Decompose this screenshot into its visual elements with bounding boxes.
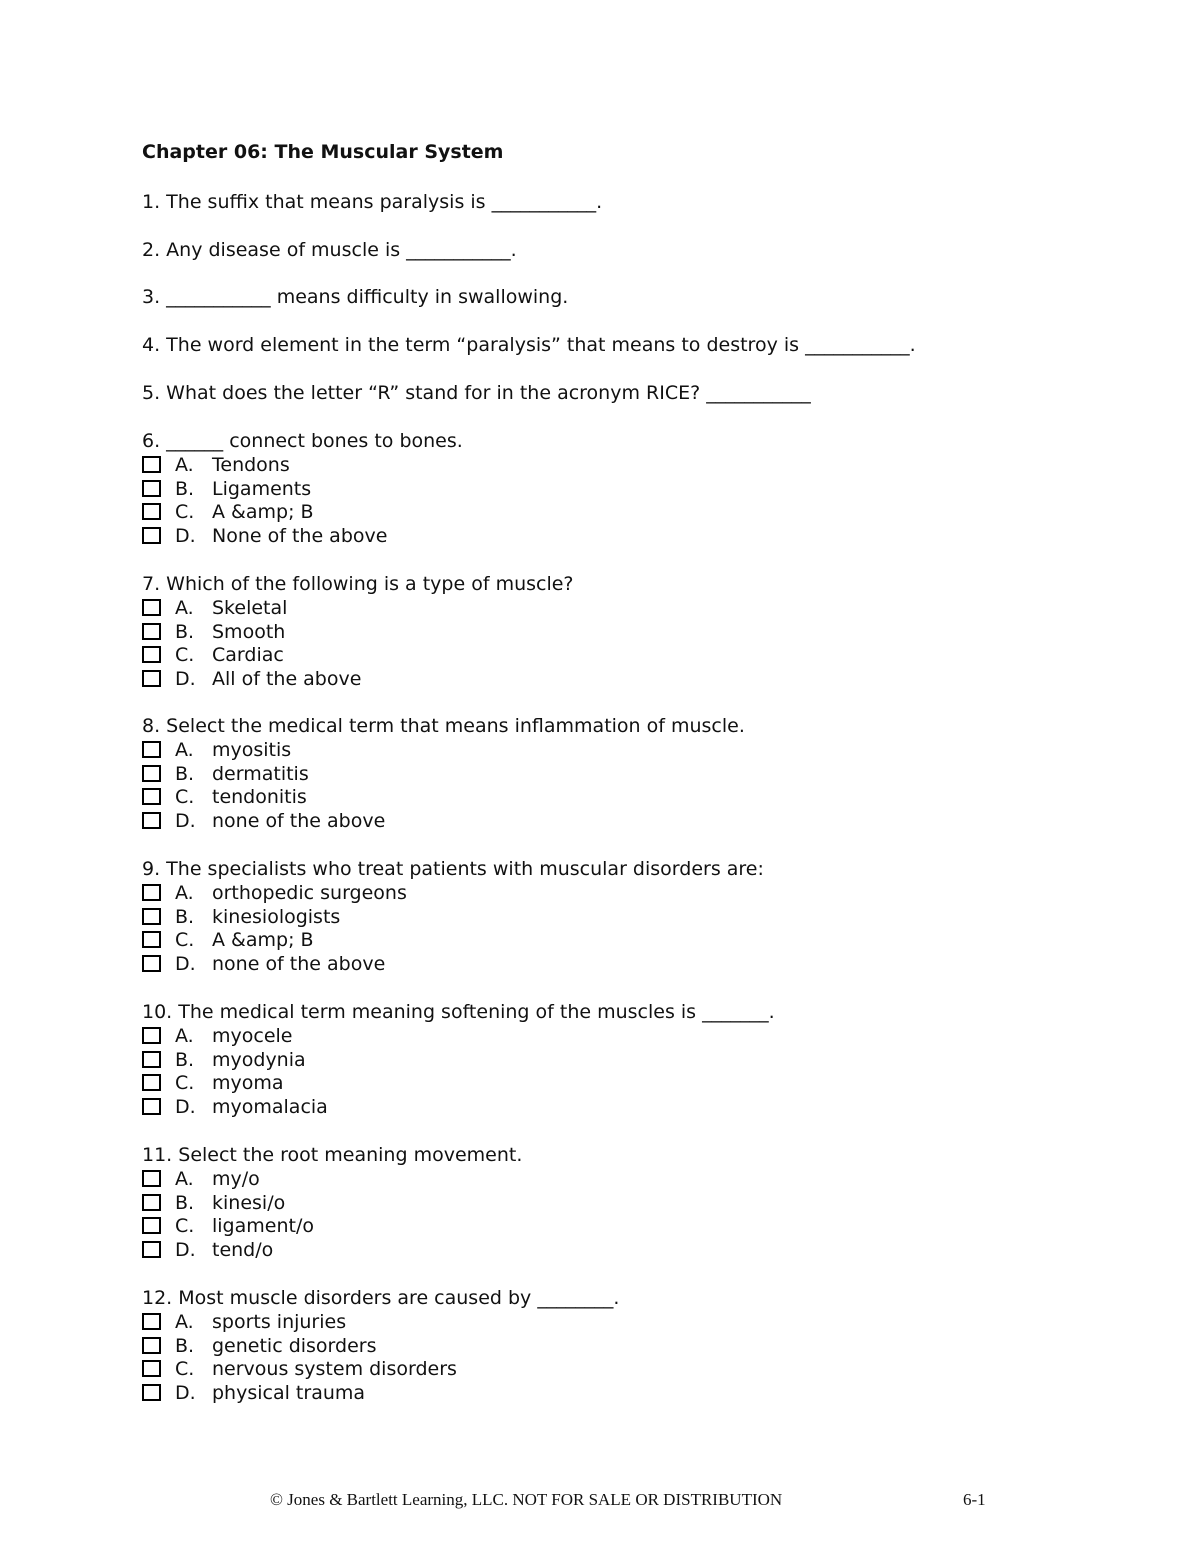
option-letter: C. (175, 1358, 195, 1381)
option-text: dermatitis (212, 762, 309, 785)
question-text: 6. ______ connect bones to bones. (142, 430, 463, 452)
option-text: Tendons (212, 454, 290, 476)
option-letter: C. (175, 1215, 195, 1238)
question-text: 9. The specialists who treat patients with muscular disorders are: (142, 858, 764, 880)
option-letter: A. (175, 597, 194, 619)
option-letter: C. (175, 929, 195, 952)
checkbox-icon[interactable] (142, 884, 161, 901)
checkbox-icon[interactable] (142, 1337, 161, 1354)
checkbox-icon[interactable] (142, 646, 161, 663)
checkbox-icon[interactable] (142, 503, 161, 520)
option-text: kinesi/o (212, 1191, 286, 1214)
question-text: 4. The word element in the term “paralysis” that means to destroy is ___________. (142, 334, 916, 356)
question-text: 1. The suffix that means paralysis is ___________. (142, 191, 603, 213)
option-text: Ligaments (212, 477, 312, 500)
option-letter: A. (175, 1311, 194, 1333)
option-text: my/o (212, 1168, 260, 1190)
option-letter: A. (175, 1025, 194, 1047)
checkbox-icon[interactable] (142, 908, 161, 925)
question-text: 5. What does the letter “R” stand for in the acronym RICE? ___________ (142, 382, 811, 404)
checkbox-icon[interactable] (142, 670, 161, 687)
checkbox-icon[interactable] (142, 1027, 161, 1044)
question-text: 8. Select the medical term that means inflammation of muscle. (142, 715, 745, 737)
question-text: 7. Which of the following is a type of muscle? (142, 573, 574, 595)
option-text: tend/o (212, 1239, 274, 1262)
option-letter: B. (175, 620, 195, 643)
page-title: Chapter 06: The Muscular System (142, 141, 504, 163)
checkbox-icon[interactable] (142, 788, 161, 805)
option-text: ligament/o (212, 1215, 314, 1238)
checkbox-icon[interactable] (142, 527, 161, 544)
option-text: myocele (212, 1025, 293, 1047)
option-letter: D. (175, 1239, 196, 1262)
option-letter: A. (175, 739, 194, 761)
option-letter: B. (175, 1191, 195, 1214)
option-text: myositis (212, 739, 292, 761)
option-letter: B. (175, 1048, 195, 1071)
checkbox-icon[interactable] (142, 480, 161, 497)
checkbox-icon[interactable] (142, 456, 161, 473)
option-text: kinesiologists (212, 905, 341, 928)
option-letter: A. (175, 1168, 194, 1190)
option-text: none of the above (212, 953, 386, 976)
checkbox-icon[interactable] (142, 1360, 161, 1377)
option-text: myomalacia (212, 1096, 328, 1119)
checkbox-icon[interactable] (142, 765, 161, 782)
checkbox-icon[interactable] (142, 1051, 161, 1068)
option-letter: B. (175, 905, 195, 928)
option-letter: D. (175, 810, 196, 833)
checkbox-icon[interactable] (142, 1313, 161, 1330)
checkbox-icon[interactable] (142, 1384, 161, 1401)
checkbox-icon[interactable] (142, 1098, 161, 1115)
option-text: All of the above (212, 668, 362, 691)
checkbox-icon[interactable] (142, 1170, 161, 1187)
option-letter: A. (175, 882, 194, 904)
option-letter: D. (175, 1096, 196, 1119)
option-text: orthopedic surgeons (212, 882, 407, 904)
question-text: 11. Select the root meaning movement. (142, 1144, 523, 1166)
question-text: 2. Any disease of muscle is ___________. (142, 239, 517, 261)
checkbox-icon[interactable] (142, 741, 161, 758)
checkbox-icon[interactable] (142, 1074, 161, 1091)
option-text: myodynia (212, 1048, 306, 1071)
question-text: 12. Most muscle disorders are caused by ________. (142, 1287, 620, 1309)
option-text: none of the above (212, 810, 386, 833)
option-text: tendonitis (212, 786, 307, 809)
checkbox-icon[interactable] (142, 955, 161, 972)
option-text: nervous system disorders (212, 1358, 457, 1381)
option-letter: C. (175, 1072, 195, 1095)
page-number: 6-1 (963, 1490, 986, 1509)
option-text: myoma (212, 1072, 284, 1095)
option-letter: C. (175, 501, 195, 524)
option-text: Smooth (212, 620, 286, 643)
option-text: None of the above (212, 525, 388, 548)
option-text: genetic disorders (212, 1334, 377, 1357)
option-text: Cardiac (212, 644, 284, 667)
checkbox-icon[interactable] (142, 931, 161, 948)
option-letter: C. (175, 644, 195, 667)
question-text: 10. The medical term meaning softening of the muscles is _______. (142, 1001, 775, 1023)
option-text: physical trauma (212, 1382, 366, 1405)
option-letter: D. (175, 668, 196, 691)
question-text: 3. ___________ means difficulty in swallowing. (142, 286, 569, 308)
option-letter: B. (175, 477, 195, 500)
option-letter: B. (175, 1334, 195, 1357)
option-text: sports injuries (212, 1311, 347, 1333)
option-letter: D. (175, 953, 196, 976)
option-text: A &amp; B (212, 501, 314, 524)
option-text: Skeletal (212, 597, 288, 619)
option-letter: D. (175, 525, 196, 548)
checkbox-icon[interactable] (142, 623, 161, 640)
copyright-footer: © Jones & Bartlett Learning, LLC. NOT FOR SALE OR DISTRIBUTION (270, 1490, 783, 1509)
option-letter: A. (175, 454, 194, 476)
checkbox-icon[interactable] (142, 1217, 161, 1234)
option-letter: C. (175, 786, 195, 809)
checkbox-icon[interactable] (142, 1241, 161, 1258)
option-letter: B. (175, 762, 195, 785)
option-letter: D. (175, 1382, 196, 1405)
checkbox-icon[interactable] (142, 599, 161, 616)
checkbox-icon[interactable] (142, 812, 161, 829)
checkbox-icon[interactable] (142, 1194, 161, 1211)
option-text: A &amp; B (212, 929, 314, 952)
